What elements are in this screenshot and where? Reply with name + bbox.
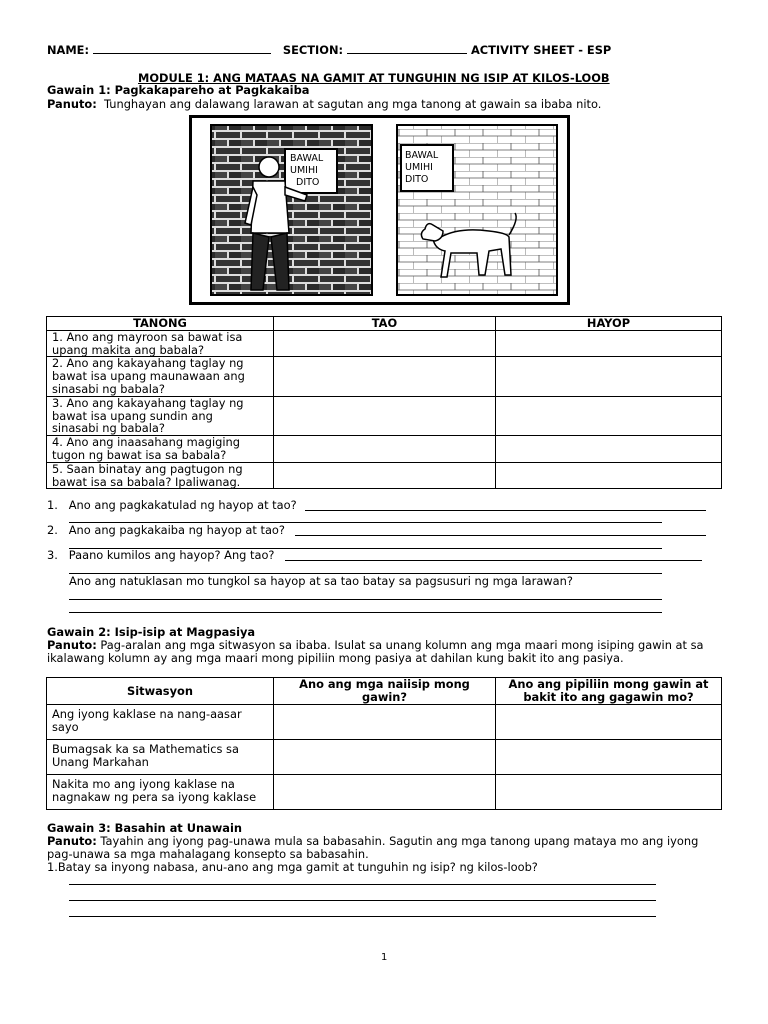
svg-text:BAWAL: BAWAL [290,153,324,164]
svg-text:BAWAL: BAWAL [405,150,439,161]
illustration-man-and-dog [189,115,570,305]
question-cell: 3. Ano ang kakayahang taglay ng bawat isa upang sundin ang sinasabi ng babala? [47,396,274,435]
table-row [47,396,722,435]
svg-text:UMIHI: UMIHI [290,165,318,176]
question-1: 1. Ano ang pagkakatulad ng hayop at tao? [47,498,297,512]
answer-cell-tao[interactable] [274,396,496,435]
svg-text:DITO: DITO [296,177,320,188]
header-line [47,42,611,57]
gawain3-title: Gawain 3: Basahin at Unawain [47,821,242,835]
panuto-text: Tunghayan ang dalawang larawan at sagutan ang mga tanong at gawain sa ibaba nito. [104,97,602,111]
answer-cell-hayop[interactable] [496,462,722,489]
svg-text:UMIHI: UMIHI [405,162,433,173]
question-cell: 1. Ano ang mayroon sa bawat isa upang makita ang babala? [47,330,274,357]
gawain3-panuto-line2: pag-unawa sa mga mahalagang konsepto sa babasahin. [47,847,369,861]
section-blank[interactable] [347,42,467,54]
gawain2-panuto: Panuto: Pag-aralan ang mga sitwasyon sa ibaba. Isulat sa unang kolumn ang mga maari mong isiping gawin at sa [47,638,704,652]
question-cell: 5. Saan binatay ang pagtugon ng bawat isa sa babala? Ipaliwanag. [47,462,274,489]
answer-cell-hayop[interactable] [496,396,722,435]
section-label: SECTION: [282,43,344,57]
answer-line[interactable] [69,884,656,885]
gawain1-panuto [47,97,601,111]
name-blank[interactable] [93,42,271,54]
answer-cell-tao[interactable] [274,462,496,489]
question-cell: 4. Ano ang inaasahang magiging tugon ng bawat isa sa babala? [47,436,274,463]
col-header-tao: TAO [274,317,496,331]
col-header-hayop: HAYOP [496,317,722,331]
table-row [47,775,722,810]
situation-cell: Ang iyong kaklase na nang-aasar sayo [47,705,274,740]
answer-cell[interactable] [496,705,722,740]
answer-line[interactable] [69,599,662,600]
answer-cell[interactable] [274,775,496,810]
answer-cell-hayop[interactable] [496,357,722,396]
col-header-naiisip: Ano ang mga naiisip mong gawin? [274,678,496,705]
gawain2-panuto-line2: ikalawang kolumn ay ang mga maari mong pipiliin mong pasiya at dahilan kung bakit ito ang pasiya. [47,651,624,665]
module-title: MODULE 1: ANG MATAAS NA GAMIT AT TUNGUHIN NG ISIP AT KILOS-LOOB [138,71,610,85]
gawain2-table [46,677,722,810]
col-header-pipiliin: Ano ang pipiliin mong gawin at bakit ito ang gagawin mo? [496,678,722,705]
extra-question: Ano ang natuklasan mo tungkol sa hayop at sa tao batay sa pagsusuri ng mga larawan? [69,574,573,588]
table-row [47,436,722,463]
gawain1-table [46,316,722,489]
answer-cell-hayop[interactable] [496,436,722,463]
answer-cell[interactable] [496,775,722,810]
sheet-title: ACTIVITY SHEET - ESP [470,43,612,57]
col-header-sitwasyon: Sitwasyon [47,678,274,705]
answer-line[interactable] [305,510,706,511]
gawain1-title: Gawain 1: Pagkakapareho at Pagkakaiba [47,83,310,97]
answer-cell-tao[interactable] [274,357,496,396]
answer-cell-hayop[interactable] [496,330,722,357]
answer-line[interactable] [69,916,656,917]
table-row [47,462,722,489]
table-row [47,705,722,740]
name-label: NAME: [47,43,90,57]
answer-cell[interactable] [274,740,496,775]
answer-line[interactable] [69,900,656,901]
answer-cell[interactable] [274,705,496,740]
svg-text:DITO: DITO [405,174,429,185]
col-header-tanong: TANONG [47,317,274,331]
page-number: 1 [381,952,388,963]
situation-cell: Nakita mo ang iyong kaklase na nagnakaw ng pera sa iyong kaklase [47,775,274,810]
question-3: 3. Paano kumilos ang hayop? Ang tao? [47,548,275,562]
question-2: 2. Ano ang pagkakaiba ng hayop at tao? [47,523,285,537]
question-cell: 2. Ano ang kakayahang taglay ng bawat isa upang maunawaan ang sinasabi ng babala? [47,357,274,396]
panuto-label: Panuto: [47,97,97,111]
answer-cell[interactable] [496,740,722,775]
gawain2-title: Gawain 2: Isip-isip at Magpasiya [47,625,256,639]
answer-cell-tao[interactable] [274,330,496,357]
answer-line[interactable] [285,560,702,561]
situation-cell: Bumagsak ka sa Mathematics sa Unang Markahan [47,740,274,775]
table-row [47,357,722,396]
answer-cell-tao[interactable] [274,436,496,463]
table-row [47,330,722,357]
table-row [47,740,722,775]
gawain3-question-1: 1.Batay sa inyong nabasa, anu-ano ang mga gamit at tunguhin ng isip? ng kilos-loob? [47,860,538,874]
answer-line[interactable] [69,612,662,613]
gawain3-panuto: Panuto: Tayahin ang iyong pag-unawa mula sa babasahin. Sagutin ang mga tanong upang mataya mo ang iyong [47,834,699,848]
answer-line[interactable] [295,535,706,536]
